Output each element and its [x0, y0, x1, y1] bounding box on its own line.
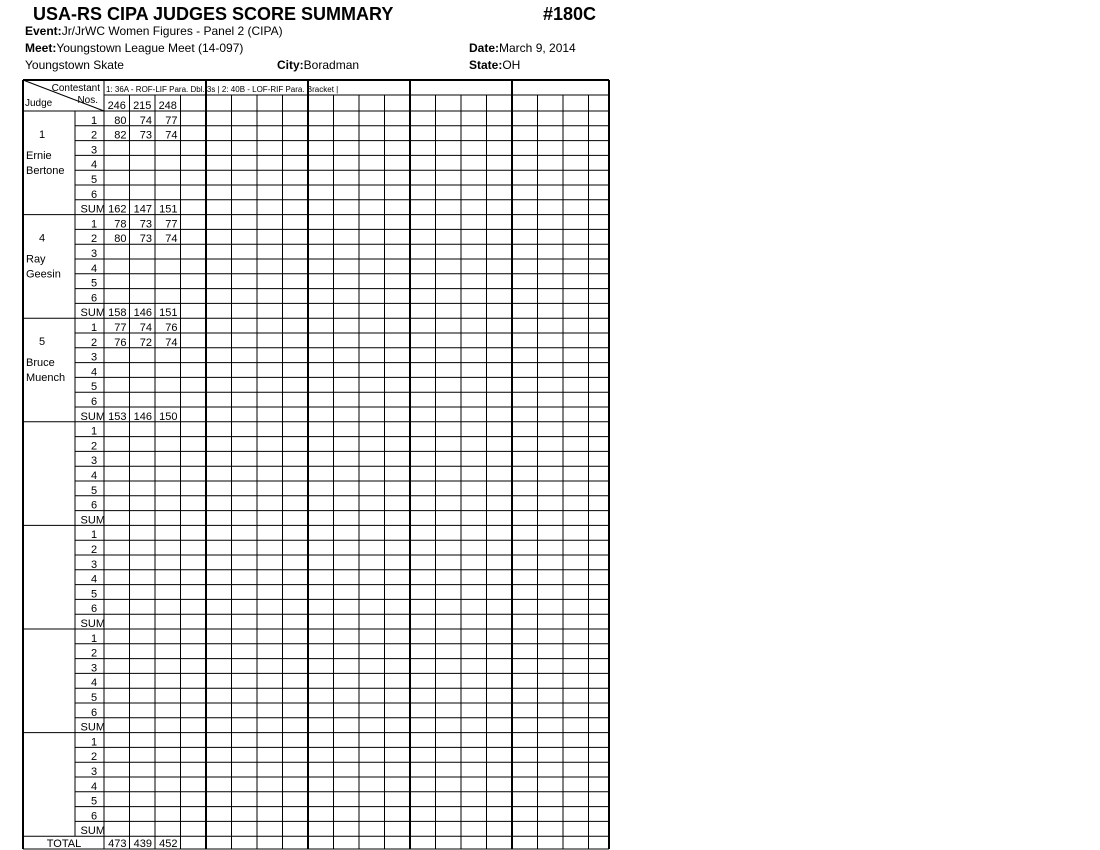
figure-row-label: 3: [90, 144, 98, 157]
figure-row-label: 3: [90, 558, 98, 571]
figure-row-label: 6: [90, 499, 98, 512]
judge-first-name: Ernie: [26, 150, 52, 162]
figure-row-label: 6: [90, 603, 98, 616]
sum-cell: 151: [159, 203, 178, 216]
state-label: State:: [469, 58, 503, 72]
figure-row-label: 2: [90, 544, 98, 556]
judge-last-name: Bertone: [26, 165, 65, 177]
sum-label: SUM: [80, 203, 105, 216]
score-cell: 74: [139, 322, 152, 334]
figure-row-label: 4: [90, 780, 98, 793]
score-cell: 73: [139, 218, 152, 231]
date-label: Date:: [469, 41, 500, 55]
date-value: March 9, 2014: [499, 41, 576, 55]
score-cell: 73: [139, 233, 152, 246]
figures-note: 1: 36A - ROF-LIF Para. Dbl. 3s | 2: 40B - LOF-RIF Para. Bracket |: [106, 85, 339, 94]
sheet-title: USA-RS CIPA JUDGES SCORE SUMMARY: [33, 4, 394, 24]
score-cell: 77: [165, 218, 178, 231]
sum-label: SUM: [80, 307, 105, 320]
figure-row-label: 5: [90, 174, 98, 186]
judge-first-name: Ray: [26, 253, 46, 266]
sum-cell: 162: [108, 203, 127, 216]
figure-row-label: 4: [90, 470, 98, 482]
contestant-number: 246: [107, 100, 126, 112]
sum-cell: 146: [133, 307, 152, 320]
figure-row-label: 3: [90, 766, 98, 778]
sum-cell: 151: [159, 307, 178, 320]
score-cell: 82: [114, 129, 127, 142]
figure-row-label: 2: [90, 336, 98, 349]
score-cell: 73: [139, 129, 152, 142]
score-cell: 80: [114, 233, 127, 246]
figure-row-label: 6: [90, 188, 98, 201]
figure-row-label: 1: [90, 736, 98, 749]
figure-row-label: 1: [90, 322, 98, 334]
event-label: Event:: [25, 24, 62, 38]
nos-label: Nos.: [77, 95, 98, 106]
event-value: Jr/JrWC Women Figures - Panel 2 (CIPA): [61, 24, 283, 38]
figure-row-label: 6: [90, 396, 98, 408]
total-cell: 473: [108, 838, 127, 850]
sum-cell: 147: [133, 203, 152, 216]
figure-row-label: 5: [90, 277, 98, 290]
figure-row-label: 3: [90, 662, 98, 675]
score-cell: 74: [165, 233, 178, 246]
figure-row-label: 4: [90, 677, 98, 690]
figure-row-label: 5: [90, 795, 98, 808]
score-cell: 76: [165, 322, 178, 334]
figure-row-label: 4: [90, 573, 98, 586]
judge-label: Judge: [25, 98, 53, 109]
figure-row-label: 2: [90, 751, 98, 764]
figure-row-label: 6: [90, 810, 98, 823]
total-cell: 439: [133, 838, 152, 850]
judge-number: 5: [38, 336, 46, 349]
judge-number: 4: [38, 232, 46, 245]
form-number: #180C: [543, 4, 597, 24]
figure-row-label: 5: [90, 381, 98, 394]
score-cell: 76: [114, 336, 127, 349]
judge-number: 1: [38, 129, 46, 141]
score-cell: 80: [114, 114, 127, 127]
city-value: Boradman: [303, 58, 360, 72]
score-cell: 74: [165, 129, 178, 142]
figure-row-label: 1: [90, 632, 98, 645]
judge-last-name: Muench: [26, 372, 66, 385]
figure-row-label: 3: [90, 248, 98, 260]
score-cell: 74: [165, 336, 178, 349]
sum-cell: 146: [133, 410, 152, 423]
meet-label: Meet:: [25, 41, 57, 55]
meet-value: Youngstown League Meet (14-097): [56, 41, 244, 55]
score-cell: 78: [114, 218, 127, 231]
city-label: City:: [277, 58, 304, 72]
total-cell: 452: [159, 838, 178, 850]
contestant-number: 215: [133, 100, 152, 112]
score-cell: 77: [165, 114, 178, 127]
figure-row-label: 5: [90, 484, 98, 497]
sum-cell: 150: [159, 410, 178, 423]
sum-cell: 153: [108, 410, 127, 423]
figure-row-label: 2: [90, 233, 98, 246]
figure-row-label: 6: [90, 292, 98, 305]
figure-row-label: 1: [90, 425, 98, 438]
figure-row-label: 4: [90, 262, 98, 275]
state-value: OH: [502, 58, 521, 72]
judge-first-name: Bruce: [26, 357, 55, 370]
figure-row-label: 3: [90, 455, 98, 468]
score-cell: 77: [114, 322, 127, 334]
figure-row-label: 1: [90, 218, 98, 231]
contestant-label: Contestant: [51, 83, 100, 94]
figure-row-label: 6: [90, 706, 98, 719]
figure-row-label: 2: [90, 129, 98, 142]
figure-row-label: 5: [90, 588, 98, 601]
figure-row-label: 2: [90, 647, 98, 660]
figure-row-label: 4: [90, 159, 98, 172]
figure-row-label: 3: [90, 351, 98, 364]
score-cell: 74: [139, 114, 152, 127]
judge-last-name: Geesin: [26, 268, 61, 281]
total-label: TOTAL: [46, 838, 82, 850]
sum-label: SUM: [80, 825, 105, 838]
figure-row-label: 5: [90, 692, 98, 704]
figure-row-label: 4: [90, 366, 98, 379]
score-cell: 72: [139, 336, 152, 349]
sum-label: SUM: [80, 514, 105, 527]
sum-label: SUM: [80, 618, 105, 630]
figure-row-label: 2: [90, 440, 98, 453]
sum-label: SUM: [80, 410, 105, 423]
host-name: Youngstown Skate: [25, 58, 124, 72]
figure-row-label: 1: [90, 114, 98, 127]
sum-label: SUM: [80, 721, 105, 734]
sum-cell: 158: [108, 307, 127, 320]
figure-row-label: 1: [90, 529, 98, 542]
contestant-number: 248: [158, 100, 177, 112]
